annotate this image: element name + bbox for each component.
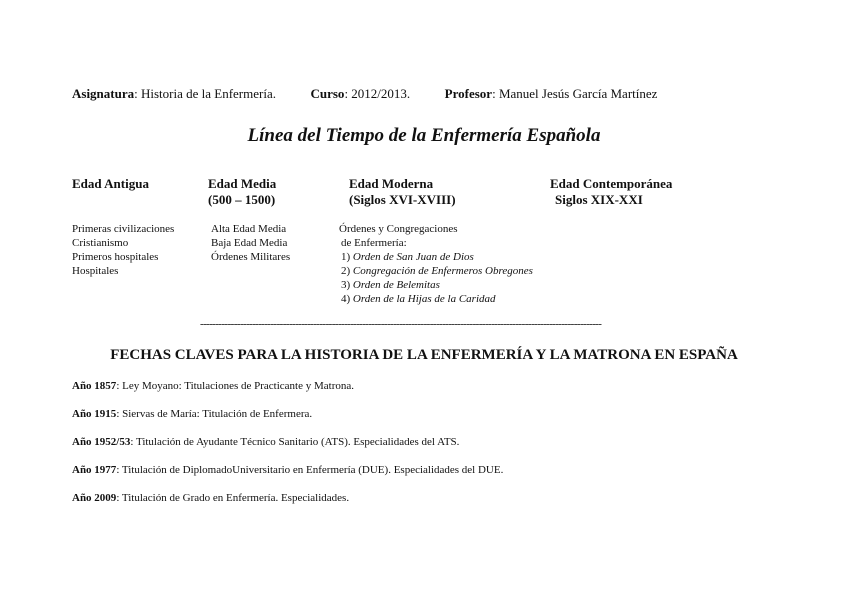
list-item: Alta Edad Media [211,223,287,235]
key-date-row [72,380,354,392]
order-number: 2) [341,265,353,277]
section-title: FECHAS CLAVES PARA LA HISTORIA DE LA ENFERMERÍA Y LA MATRONA EN ESPAÑA [110,347,738,363]
key-date-row [72,408,312,420]
key-date-text: : Siervas de María: Titulación de Enfermera. [116,408,313,420]
era-name: Edad Antigua [72,176,149,191]
era-dates: (500 – 1500) [208,192,276,207]
era-antigua-heading [72,176,149,192]
asignatura-field [72,86,276,101]
key-date-text: : Titulación de DiplomadoUniversitario en Enfermería (DUE). Especialidades del DUE. [116,464,504,476]
curso-value: : 2012/2013. [344,86,411,101]
order-number: 1) [341,251,353,263]
list-item: Cristianismo [72,237,129,249]
era-antigua-items [72,222,174,278]
key-date-year: Año 1952/53 [72,436,131,448]
course-header [72,86,657,102]
era-name: Edad Media [208,176,277,191]
order-item [339,250,533,264]
list-item: Baja Edad Media [211,237,288,249]
key-date-text: : Ley Moyano: Titulaciones de Practicante y Matrona. [116,380,354,392]
asignatura-value: : Historia de la Enfermería. [134,86,276,101]
order-name: Orden de San Juan de Dios [352,251,474,263]
key-date-row [72,464,503,476]
key-date-row [72,436,459,448]
curso-label: Curso [310,86,345,101]
era-media-heading [208,176,276,208]
list-item: de Enfermería: [341,237,407,249]
era-moderna-heading [349,176,456,208]
profesor-value: : Manuel Jesús García Martínez [492,86,658,101]
dashed-divider: ----------------------------------------------------------------------------------------------------------------------------------- [200,318,602,330]
order-item [339,264,533,278]
profesor-field [445,86,658,101]
order-name: Orden de Belemitas [352,279,440,291]
profesor-label: Profesor [444,86,493,101]
era-dates: (Siglos XVI-XVIII) [349,192,456,207]
key-date-year: Año 1857 [72,380,117,392]
era-name: Edad Contemporánea [550,176,673,191]
order-name: Orden de la Hijas de la Caridad [352,293,496,305]
key-date-row [72,492,349,504]
list-item: Órdenes y Congregaciones [339,223,458,235]
order-number: 3) [341,279,353,291]
era-name: Edad Moderna [349,176,434,191]
order-item [339,292,533,306]
order-number: 4) [341,293,353,305]
key-date-year: Año 1977 [72,464,117,476]
era-moderna-items [339,222,533,306]
key-date-text: : Titulación de Ayudante Técnico Sanitario (ATS). Especialidades del ATS. [130,436,460,448]
era-media-items [211,222,290,264]
key-date-year: Año 2009 [72,492,117,504]
era-contemporanea-heading [550,176,672,208]
list-item: Órdenes Militares [211,251,291,263]
era-dates: Siglos XIX-XXI [555,192,643,207]
list-item: Hospitales [72,265,119,277]
order-item [339,278,533,292]
key-date-year: Año 1915 [72,408,117,420]
key-date-text: : Titulación de Grado en Enfermería. Especialidades. [116,492,350,504]
curso-field [310,86,410,101]
list-item: Primeras civilizaciones [72,223,175,235]
asignatura-label: Asignatura [72,86,135,101]
page-title: Línea del Tiempo de la Enfermería Española [247,125,601,146]
list-item: Primeros hospitales [72,251,159,263]
order-name: Congregación de Enfermeros Obregones [352,265,533,277]
